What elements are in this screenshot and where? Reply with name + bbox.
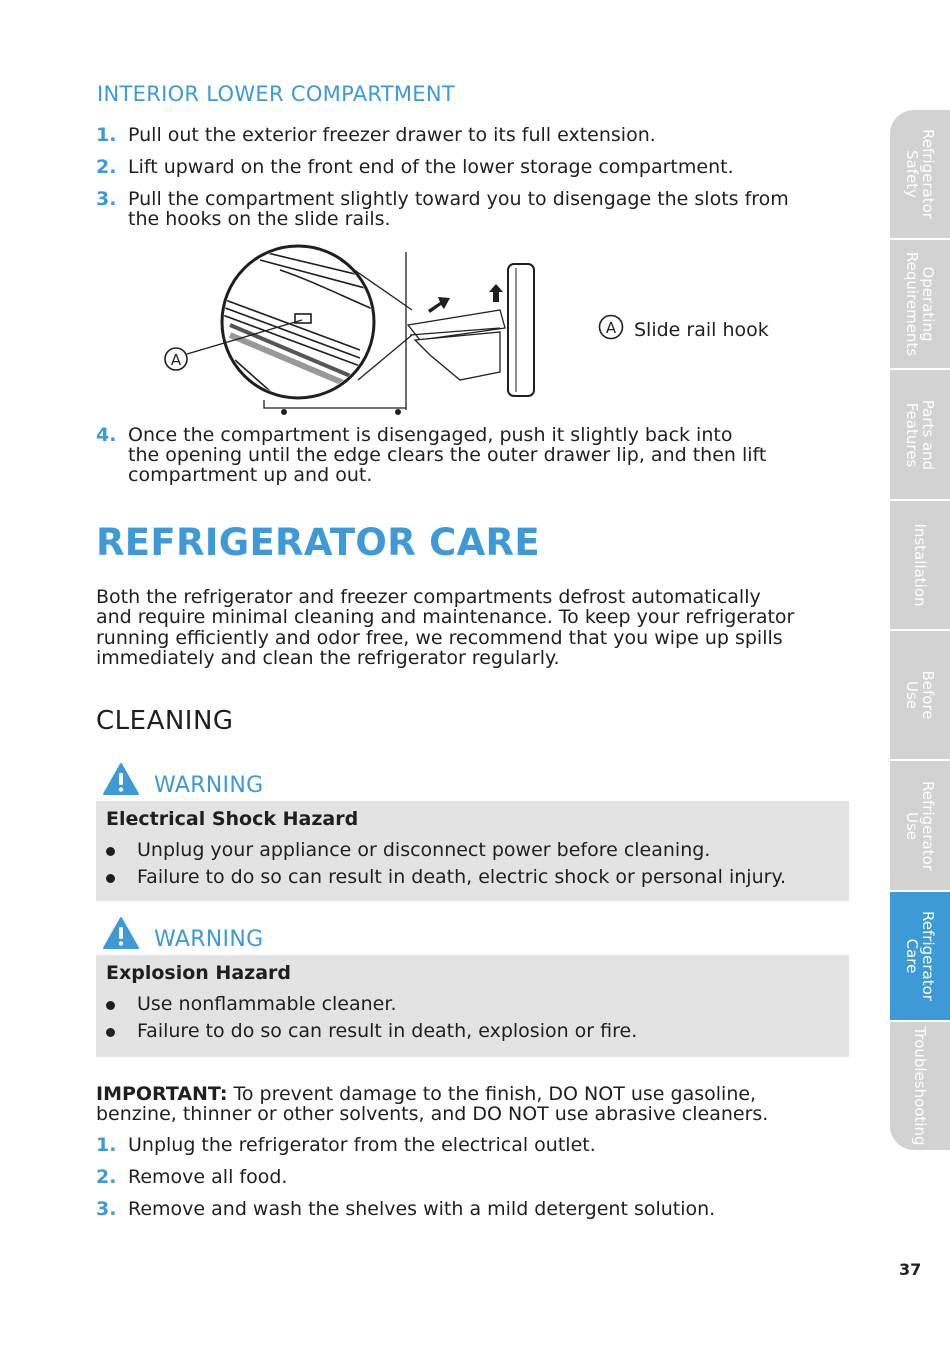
step-number: 3. bbox=[96, 188, 117, 210]
warning-icon bbox=[102, 916, 140, 950]
legend-letter: A bbox=[605, 319, 617, 337]
list-item bbox=[96, 425, 876, 487]
step-text-line: compartment up and out. bbox=[128, 464, 373, 486]
step-number: 1. bbox=[96, 124, 117, 146]
paragraph-line: running efficiently and odor free, we recommend that you wipe up spills bbox=[96, 626, 783, 649]
important-note bbox=[96, 1084, 866, 1125]
step-text: Lift upward on the front end of the lower storage compartment. bbox=[128, 156, 734, 178]
tab-troubleshooting[interactable] bbox=[890, 1022, 950, 1150]
bullet-dot bbox=[106, 847, 115, 856]
list-item bbox=[96, 189, 876, 231]
section-heading: CLEANING bbox=[96, 706, 234, 736]
section-heading: INTERIOR LOWER COMPARTMENT bbox=[97, 82, 455, 106]
warning-label: WARNING bbox=[154, 927, 264, 952]
bullet-dot bbox=[106, 1001, 115, 1010]
warning-icon bbox=[102, 762, 140, 796]
paragraph-line: and require minimal cleaning and maintenance. To keep your refrigerator bbox=[96, 606, 795, 629]
step-number: 4. bbox=[96, 424, 117, 446]
tab-label: Refrigerator Safety bbox=[903, 129, 937, 219]
tab-parts-and-features[interactable] bbox=[890, 370, 950, 501]
bullet-dot bbox=[106, 1028, 115, 1037]
warning-label: WARNING bbox=[154, 773, 264, 798]
tab-label: Parts and Features bbox=[903, 399, 937, 470]
step-text: Remove all food. bbox=[128, 1166, 288, 1188]
tab-refrigerator-care[interactable] bbox=[890, 892, 950, 1022]
list-item bbox=[96, 1199, 856, 1221]
bullet-text: Failure to do so can result in death, explosion or fire. bbox=[137, 1020, 638, 1042]
important-text: benzine, thinner or other solvents, and DO NOT use abrasive cleaners. bbox=[96, 1103, 769, 1126]
step-text: Pull out the exterior freezer drawer to its full extension. bbox=[128, 124, 656, 146]
slide-rail-illustration bbox=[160, 240, 550, 420]
important-text: To prevent damage to the finish, DO NOT use gasoline, bbox=[227, 1083, 757, 1105]
page-title: REFRIGERATOR CARE bbox=[96, 521, 540, 564]
paragraph-line: immediately and clean the refrigerator regularly. bbox=[96, 647, 560, 670]
tab-label: Refrigerator Care bbox=[903, 911, 937, 1001]
important-label: IMPORTANT: bbox=[96, 1083, 228, 1105]
paragraph-line: Both the refrigerator and freezer compartments defrost automatically bbox=[96, 586, 761, 608]
list-item bbox=[96, 1135, 856, 1157]
hazard-title: Explosion Hazard bbox=[106, 962, 291, 984]
list-item bbox=[96, 1167, 856, 1189]
step-number: 2. bbox=[96, 1166, 117, 1188]
bullet-text: Use nonflammable cleaner. bbox=[137, 993, 397, 1015]
tab-label: Operating Requirements bbox=[903, 251, 937, 357]
tab-label: Troubleshooting bbox=[911, 1026, 929, 1146]
page-number: 37 bbox=[899, 1260, 922, 1279]
tab-refrigerator-use[interactable] bbox=[890, 761, 950, 892]
intro-paragraph bbox=[96, 587, 866, 669]
step-text-line: Pull the compartment slightly toward you to disengage the slots from bbox=[128, 188, 789, 210]
step-text-line: the hooks on the slide rails. bbox=[128, 208, 391, 230]
bullet-text: Failure to do so can result in death, electric shock or personal injury. bbox=[137, 866, 787, 888]
tab-label: Refrigerator Use bbox=[903, 780, 937, 871]
step-number: 3. bbox=[96, 1198, 117, 1220]
warning-box bbox=[96, 801, 849, 901]
tab-refrigerator-safety[interactable] bbox=[890, 110, 950, 240]
tab-label: Installation bbox=[911, 523, 929, 607]
callout-letter: A bbox=[170, 351, 182, 369]
step-text-line: Once the compartment is disengaged, push it slightly back into bbox=[128, 424, 733, 446]
step-text-line: the opening until the edge clears the outer drawer lip, and then lift bbox=[128, 444, 767, 466]
legend-text: Slide rail hook bbox=[634, 319, 769, 341]
tab-before-use[interactable] bbox=[890, 631, 950, 761]
tab-installation[interactable] bbox=[890, 501, 950, 631]
legend-marker bbox=[598, 314, 626, 342]
step-text: Remove and wash the shelves with a mild detergent solution. bbox=[128, 1198, 716, 1220]
important-line bbox=[96, 1084, 866, 1104]
tab-operating-requirements[interactable] bbox=[890, 240, 950, 370]
step-number: 2. bbox=[96, 156, 117, 178]
step-number: 1. bbox=[96, 1134, 117, 1156]
list-item bbox=[96, 157, 856, 179]
list-item bbox=[96, 125, 856, 147]
hazard-title: Electrical Shock Hazard bbox=[106, 808, 359, 830]
tab-label: Before Use bbox=[903, 670, 937, 720]
step-text: Unplug the refrigerator from the electrical outlet. bbox=[128, 1134, 596, 1156]
warning-box bbox=[96, 955, 849, 1057]
bullet-text: Unplug your appliance or disconnect power before cleaning. bbox=[137, 839, 711, 861]
bullet-dot bbox=[106, 874, 115, 883]
